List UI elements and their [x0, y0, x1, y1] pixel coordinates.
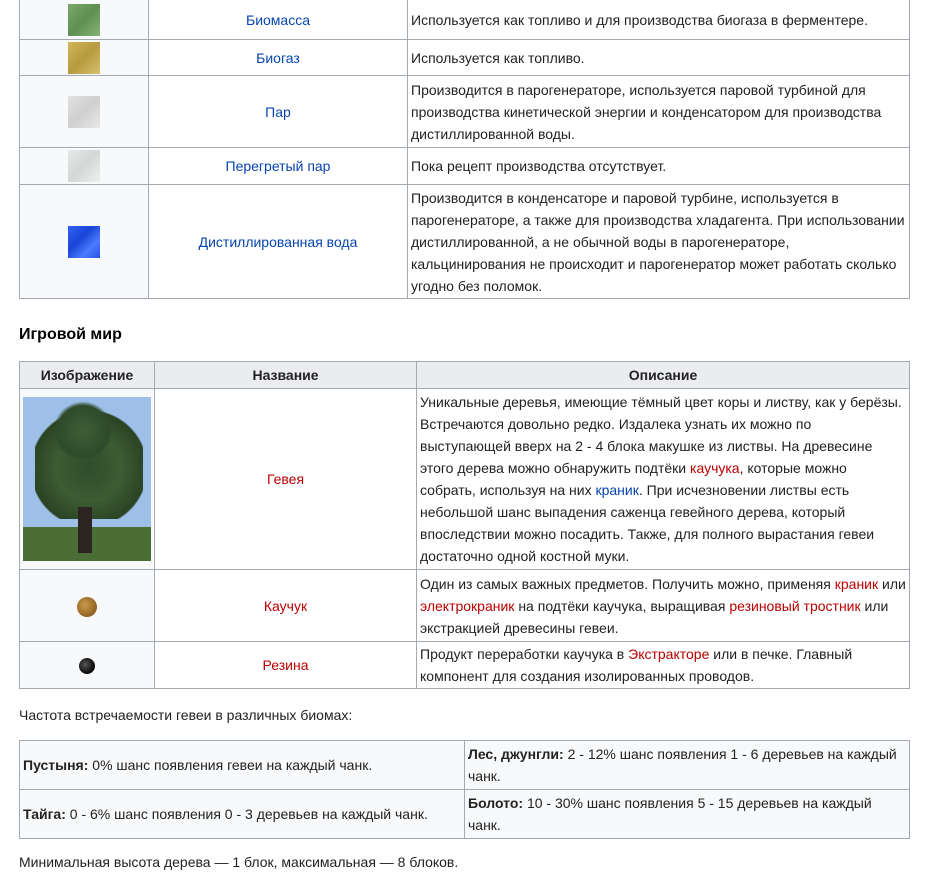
rubber-icon — [79, 658, 95, 674]
image-cell — [20, 40, 149, 76]
link-treetap-2[interactable]: краник — [834, 575, 879, 592]
name-cell — [149, 76, 408, 148]
section-heading: Игровой мир — [19, 326, 122, 343]
link-electric-treetap[interactable]: электрокраник — [420, 597, 515, 614]
image-cell — [20, 642, 155, 689]
header-image: Изображение — [20, 362, 155, 389]
biome-cell: Болото: 10 - 30% шанс появления 5 - 15 деревьев на каждый чанк. — [465, 790, 910, 839]
link-extractor[interactable]: Экстракторе — [628, 646, 710, 662]
table-row — [20, 0, 910, 40]
desc-cell: Один из самых важных предметов. Получить можно, применяя краник или электрокраник на подтёки каучука, выращивая резиновый тростник или экстракцией древесины гевеи. — [417, 570, 910, 642]
desc-cell: Используется как топливо и для производства биогаза в ферментере. — [408, 0, 910, 40]
table-row — [20, 148, 910, 185]
fluid-link-steam[interactable]: Пар — [265, 103, 291, 120]
fluid-link-distilled-water[interactable]: Дистиллированная вода — [198, 233, 358, 250]
biome-frequency-text: Частота встречаемости гевеи в различных биомах: — [19, 707, 353, 723]
distilled-water-icon — [68, 226, 100, 258]
table-row — [20, 185, 910, 299]
table-header-row — [20, 362, 910, 389]
table-row — [20, 76, 910, 148]
name-cell — [149, 185, 408, 299]
header-description: Описание — [417, 362, 910, 389]
desc-cell: Продукт переработки каучука в Экстракторе или в печке. Главный компонент для создания изолированных проводов. — [417, 642, 910, 689]
biome-cell: Пустыня: 0% шанс появления гевеи на каждый чанк. — [20, 741, 465, 790]
image-cell — [20, 148, 149, 185]
image-cell — [20, 389, 155, 570]
fluid-link-biogas[interactable]: Биогаз — [256, 49, 300, 66]
fluid-link-biomass[interactable]: Биомасса — [246, 11, 310, 28]
desc-cell: Используется как топливо. — [408, 40, 910, 76]
header-name: Название — [155, 362, 417, 389]
name-cell — [149, 148, 408, 185]
table-row — [20, 741, 910, 790]
superheated-steam-icon — [68, 150, 100, 182]
image-cell — [20, 0, 149, 40]
name-cell — [149, 40, 408, 76]
biomes-table — [19, 740, 910, 839]
biome-cell: Тайга: 0 - 6% шанс появления 0 - 3 деревьев на каждый чанк. — [20, 790, 465, 839]
name-cell — [155, 642, 417, 689]
sticky-resin-icon — [77, 597, 97, 617]
link-rubber-cane[interactable]: резиновый тростник — [729, 597, 861, 614]
table-row — [20, 389, 910, 570]
steam-icon — [68, 96, 100, 128]
table-row — [20, 570, 910, 642]
image-cell — [20, 570, 155, 642]
desc-cell: Уникальные деревья, имеющие тёмный цвет коры и листву, как у берёзы. Встречаются довольно редко. Издалека узнать их можно по выступающей вверх на 2 - 4 блока макушке из листвы. На древесине этого дерева можно обнаружить подтёки каучука, которые можно собрать, используя на них краник. При исчезновении листвы есть небольшой шанс выпадения саженца гевейного дерева, который впоследствии можно посадить. Также, для полного вырастания гевеи достаточно одной костной муки. — [417, 389, 910, 570]
world-link-rubber[interactable]: Резина — [262, 657, 309, 673]
table-row — [20, 790, 910, 839]
tree-height-text: Минимальная высота дерева — 1 блок, максимальная — 8 блоков. — [19, 854, 459, 870]
desc-cell: Пока рецепт производства отсутствует. — [408, 148, 910, 185]
link-resin[interactable]: каучука — [690, 460, 740, 476]
fluids-table — [19, 0, 910, 299]
table-row — [20, 40, 910, 76]
biogas-icon — [68, 42, 100, 74]
biomass-icon — [68, 4, 100, 36]
link-treetap[interactable]: краник — [595, 482, 639, 498]
name-cell — [149, 0, 408, 40]
rubber-tree-icon — [23, 397, 151, 561]
world-link-resin[interactable]: Каучук — [263, 597, 308, 614]
world-table — [19, 361, 910, 689]
biome-cell: Лес, джунгли: 2 - 12% шанс появления 1 - 6 деревьев на каждый чанк. — [465, 741, 910, 790]
desc-cell: Производится в конденсаторе и паровой турбине, используется в парогенераторе, а также для производства хладагента. При использовании дистиллированной, а не обычной воды в парогенераторе, кальцинирования не происходит и парогенератор может работать сколько угодно без поломок. — [408, 185, 910, 299]
world-link-rubber-tree[interactable]: Гевея — [266, 471, 305, 487]
name-cell — [155, 570, 417, 642]
name-cell — [155, 389, 417, 570]
image-cell — [20, 76, 149, 148]
image-cell — [20, 185, 149, 299]
desc-cell: Производится в парогенераторе, используется паровой турбиной для производства кинетической энергии и конденсатором для производства дистиллированной воды. — [408, 76, 910, 148]
table-row — [20, 642, 910, 689]
fluid-link-superheated-steam[interactable]: Перегретый пар — [225, 158, 331, 174]
